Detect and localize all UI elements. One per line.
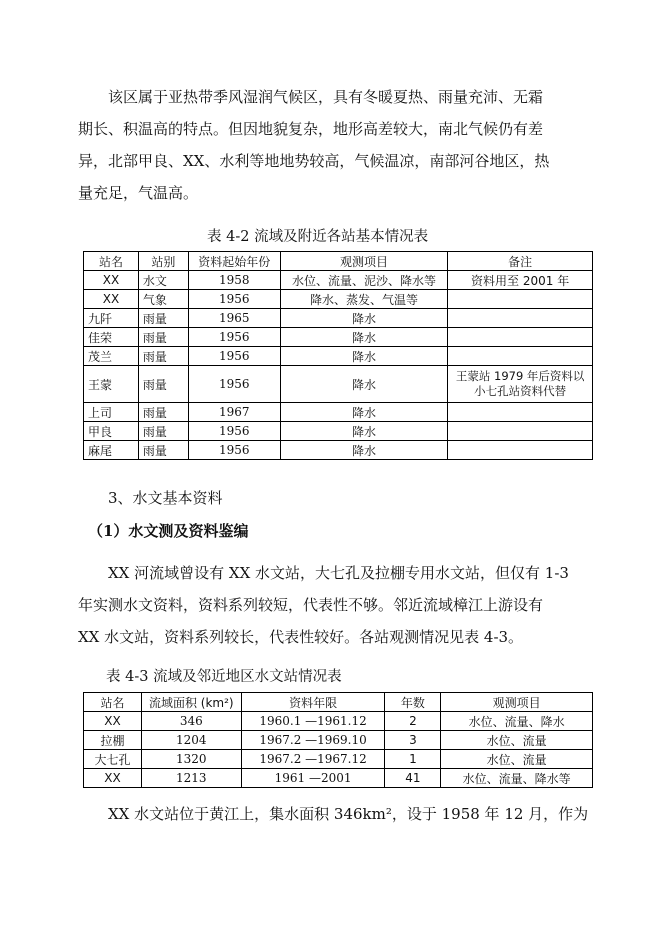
remarks-cell bbox=[448, 309, 593, 328]
header-cell: 资料起始年份 bbox=[188, 252, 280, 271]
observation-items-cell: 水位、流量 bbox=[441, 731, 593, 750]
remarks-cell bbox=[448, 347, 593, 366]
observation-items-cell: 降水 bbox=[280, 441, 448, 460]
remarks-cell bbox=[448, 328, 593, 347]
body-line-1: XX 河流域曾设有 XX 水文站，大七孔及拉棚专用水文站，但仅有 1-3 bbox=[108, 564, 569, 582]
observation-items-cell: 水位、流量、降水等 bbox=[441, 769, 593, 788]
station-name-cell: XX bbox=[84, 290, 139, 309]
station-name-cell: 甲良 bbox=[84, 422, 139, 441]
station-name-cell: 九阡 bbox=[84, 309, 139, 328]
station-name-cell: 上司 bbox=[84, 403, 139, 422]
intro-line-2: 期长、积温高的特点。但因地貌复杂，地形高差较大，南北气候仍有差 bbox=[78, 120, 544, 138]
subsection-1-title: （1）水文测及资料鉴编 bbox=[88, 522, 249, 540]
intro-paragraph bbox=[78, 81, 598, 209]
station-name-cell: 拉棚 bbox=[84, 731, 142, 750]
table-row bbox=[84, 422, 593, 441]
years-count-cell: 2 bbox=[385, 712, 441, 731]
table-row bbox=[84, 403, 593, 422]
body-line-2: 年实测水文资料，资料系列较短，代表性不够。邻近流域樟江上游设有 bbox=[78, 596, 544, 614]
years-count-cell: 41 bbox=[385, 769, 441, 788]
station-type-cell: 雨量 bbox=[138, 328, 188, 347]
section-3-title: 3、水文基本资料 bbox=[108, 489, 223, 507]
header-cell: 站名 bbox=[84, 693, 142, 712]
last-paragraph-line: XX 水文站位于黄江上，集水面积 346km²，设于 1958 年 12 月，作为 bbox=[108, 805, 589, 823]
remarks-cell bbox=[448, 441, 593, 460]
table-header-row bbox=[84, 693, 593, 712]
table-row bbox=[84, 271, 593, 290]
basin-area-cell: 1320 bbox=[141, 750, 241, 769]
station-name-cell: XX bbox=[84, 769, 142, 788]
station-type-cell: 雨量 bbox=[138, 403, 188, 422]
start-year-cell: 1956 bbox=[188, 422, 280, 441]
table-4-3-caption: 表 4-3 流域及邻近地区水文站情况表 bbox=[106, 669, 342, 685]
observation-items-cell: 降水 bbox=[280, 422, 448, 441]
start-year-cell: 1956 bbox=[188, 441, 280, 460]
station-type-cell: 雨量 bbox=[138, 347, 188, 366]
table-row bbox=[84, 750, 593, 769]
start-year-cell: 1956 bbox=[188, 366, 280, 403]
header-cell: 观测项目 bbox=[441, 693, 593, 712]
years-count-cell: 3 bbox=[385, 731, 441, 750]
station-type-cell: 气象 bbox=[138, 290, 188, 309]
remarks-cell bbox=[448, 422, 593, 441]
intro-line-3: 异，北部甲良、XX、水利等地地势较高，气候温凉，南部河谷地区，热 bbox=[78, 152, 550, 170]
remarks-cell bbox=[448, 403, 593, 422]
table-4-2-caption: 表 4-2 流域及附近各站基本情况表 bbox=[207, 229, 429, 245]
start-year-cell: 1956 bbox=[188, 328, 280, 347]
table-row bbox=[84, 441, 593, 460]
start-year-cell: 1958 bbox=[188, 271, 280, 290]
station-name-cell: XX bbox=[84, 712, 142, 731]
station-type-cell: 雨量 bbox=[138, 441, 188, 460]
station-type-cell: 雨量 bbox=[138, 422, 188, 441]
observation-items-cell: 水位、流量、降水 bbox=[441, 712, 593, 731]
body-paragraph bbox=[78, 557, 598, 653]
observation-items-cell: 水位、流量、泥沙、降水等 bbox=[280, 271, 448, 290]
header-cell: 流域面积 (km²) bbox=[141, 693, 241, 712]
observation-items-cell: 降水 bbox=[280, 366, 448, 403]
header-cell: 站名 bbox=[84, 252, 139, 271]
station-name-cell: 麻尾 bbox=[84, 441, 139, 460]
data-period-cell: 1967.2 —1967.12 bbox=[241, 750, 385, 769]
intro-line-1: 该区属于亚热带季风湿润气候区，具有冬暖夏热、雨量充沛、无霜 bbox=[108, 88, 544, 106]
start-year-cell: 1967 bbox=[188, 403, 280, 422]
observation-items-cell: 降水 bbox=[280, 309, 448, 328]
station-name-cell: XX bbox=[84, 271, 139, 290]
table-row bbox=[84, 309, 593, 328]
station-name-cell: 茂兰 bbox=[84, 347, 139, 366]
table-row bbox=[84, 366, 593, 403]
last-paragraph bbox=[78, 798, 598, 830]
header-cell: 年数 bbox=[385, 693, 441, 712]
body-line-3: XX 水文站，资料系列较长，代表性较好。各站观测情况见表 4-3。 bbox=[78, 628, 524, 646]
table-row bbox=[84, 712, 593, 731]
start-year-cell: 1965 bbox=[188, 309, 280, 328]
basin-area-cell: 1213 bbox=[141, 769, 241, 788]
years-count-cell: 1 bbox=[385, 750, 441, 769]
table-row bbox=[84, 290, 593, 309]
remarks-cell: 资料用至 2001 年 bbox=[448, 271, 593, 290]
observation-items-cell: 降水 bbox=[280, 347, 448, 366]
table-4-2 bbox=[83, 251, 593, 460]
station-type-cell: 雨量 bbox=[138, 309, 188, 328]
table-row bbox=[84, 769, 593, 788]
observation-items-cell: 降水 bbox=[280, 328, 448, 347]
station-name-cell: 大七孔 bbox=[84, 750, 142, 769]
basin-area-cell: 346 bbox=[141, 712, 241, 731]
data-period-cell: 1961 —2001 bbox=[241, 769, 385, 788]
table-header-row bbox=[84, 252, 593, 271]
station-type-cell: 雨量 bbox=[138, 366, 188, 403]
station-name-cell: 王蒙 bbox=[84, 366, 139, 403]
data-period-cell: 1960.1 —1961.12 bbox=[241, 712, 385, 731]
table-4-3 bbox=[83, 692, 593, 788]
data-period-cell: 1967.2 —1969.10 bbox=[241, 731, 385, 750]
table-row bbox=[84, 347, 593, 366]
observation-items-cell: 降水、蒸发、气温等 bbox=[280, 290, 448, 309]
start-year-cell: 1956 bbox=[188, 347, 280, 366]
observation-items-cell: 降水 bbox=[280, 403, 448, 422]
intro-line-4: 量充足，气温高。 bbox=[78, 184, 199, 202]
start-year-cell: 1956 bbox=[188, 290, 280, 309]
header-cell: 站别 bbox=[138, 252, 188, 271]
table-row bbox=[84, 328, 593, 347]
header-cell: 观测项目 bbox=[280, 252, 448, 271]
station-name-cell: 佳荣 bbox=[84, 328, 139, 347]
remarks-cell: 王蒙站 1979 年后资料以小七孔站资料代替 bbox=[448, 366, 593, 403]
header-cell: 备注 bbox=[448, 252, 593, 271]
station-type-cell: 水文 bbox=[138, 271, 188, 290]
remarks-cell bbox=[448, 290, 593, 309]
header-cell: 资料年限 bbox=[241, 693, 385, 712]
table-row bbox=[84, 731, 593, 750]
basin-area-cell: 1204 bbox=[141, 731, 241, 750]
observation-items-cell: 水位、流量 bbox=[441, 750, 593, 769]
